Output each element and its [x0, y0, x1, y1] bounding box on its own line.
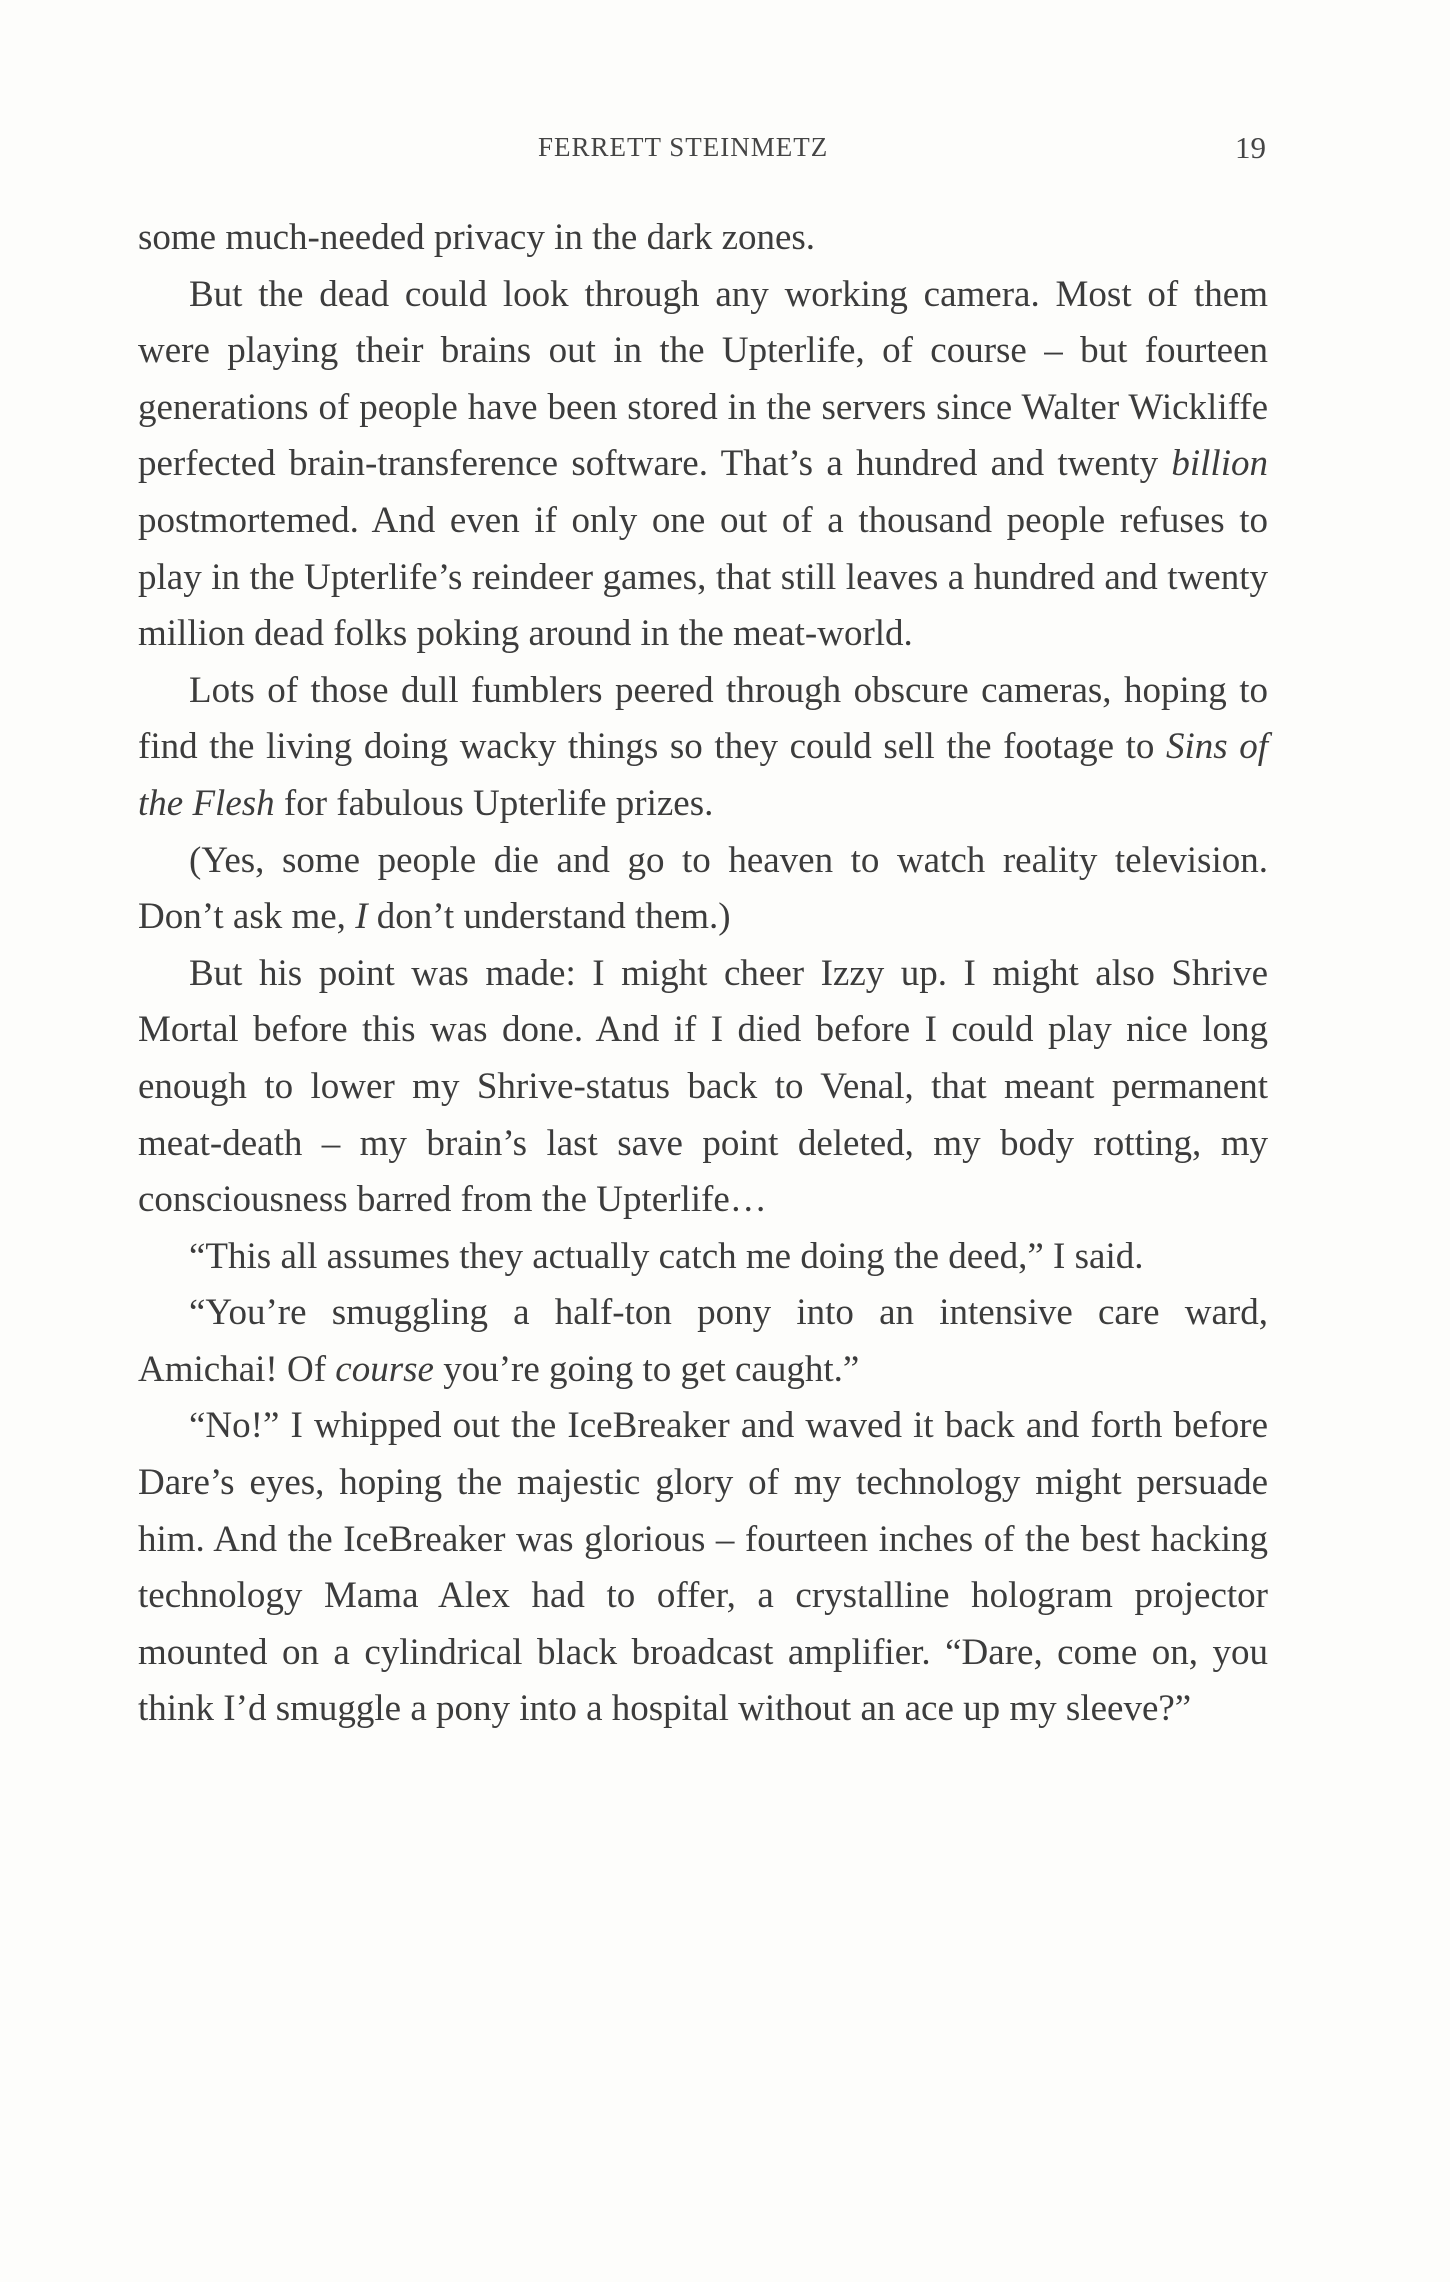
paragraph-4: (Yes, some people die and go to heaven to watch reality television. Don’t ask me, I don’t understand them.) [138, 839, 1268, 938]
body-text [138, 210, 1268, 1738]
paragraph-5: But his point was made: I might cheer Izzy up. I might also Shrive Mortal before this was done. And if I died before I could play nice long enough to lower my Shrive-status back to Venal, that meant permanent meat-death – my brain’s last save point deleted, my body rotting, my consciousness barred from the Upterlife… [138, 952, 1268, 1221]
running-head [0, 132, 1450, 172]
emphasis-course: course [335, 1348, 434, 1390]
paragraph-6: “This all assumes they actually catch me doing the deed,” I said. [189, 1235, 1144, 1277]
emphasis-show-title: Sins of the Flesh [138, 726, 1268, 824]
paragraph-2: But the dead could look through any working camera. Most of them were playing their brains out in the Upterlife, of course – but fourteen generations of people have been stored in the servers since Walter Wickliffe perfected brain-transference software. That’s a hundred and twenty billion postmortemed. And even if only one out of a thousand people refuses to play in the Upterlife’s reindeer games, that still leaves a hundred and twenty million dead folks poking around in the meat-world. [138, 273, 1268, 655]
author-name: FERRETT STEINMETZ [538, 132, 829, 162]
paragraph-8: “No!” I whipped out the IceBreaker and waved it back and forth before Dare’s eyes, hoping the majestic glory of my technology might persuade him. And the IceBreaker was glorious – fourteen inches of the best hacking technology Mama Alex had to offer, a crystalline hologram projector mounted on a cylindrical black broadcast amplifier. “Dare, come on, you think I’d smuggle a pony into a hospital without an ace up my sleeve?” [138, 1405, 1268, 1730]
paragraph-1: some much-needed privacy in the dark zones. [138, 217, 816, 258]
page-number: 19 [1235, 130, 1266, 165]
paragraph-3: Lots of those dull fumblers peered through obscure cameras, hoping to find the living doing wacky things so they could sell the footage to Sins of the Flesh for fabulous Upterlife prizes. [138, 669, 1268, 824]
paragraph-7: “You’re smuggling a half-ton pony into an intensive care ward, Amichai! Of course you’re going to get caught.” [138, 1292, 1268, 1390]
emphasis-billion: billion [1171, 443, 1268, 485]
emphasis-i: I [355, 896, 368, 938]
